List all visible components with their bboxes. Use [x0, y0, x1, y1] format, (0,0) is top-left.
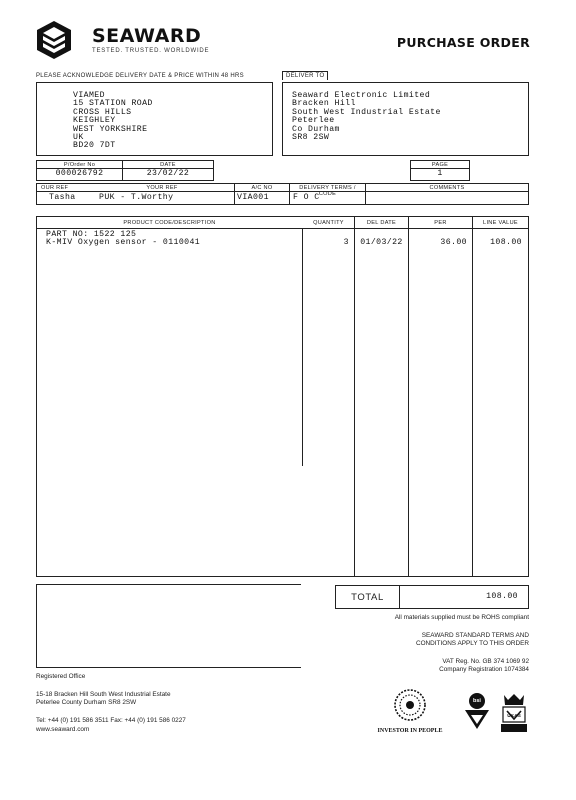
acknowledge-instructions: PLEASE ACKNOWLEDGE DELIVERY DATE & PRICE WITHIN 48 HRS: [36, 73, 244, 79]
porder-number: 000026792: [55, 169, 104, 178]
supplier-address-box: [36, 82, 273, 156]
col-header-quantity: QUANTITY: [313, 220, 344, 226]
address-line: Bracken Hill: [292, 99, 356, 109]
page-number: 1: [437, 169, 443, 178]
logo: [34, 20, 214, 60]
items-table: [36, 216, 529, 577]
seaward-logo-icon: [34, 20, 74, 60]
your-ref-label: YOUR REF: [146, 185, 178, 191]
cell-del-date: 01/03/22: [360, 238, 403, 247]
footer-notes-area: [36, 584, 301, 668]
address-line: CROSS HILLS: [73, 107, 132, 117]
address-line: KEIGHLEY: [73, 116, 116, 126]
investor-in-people-label: INVESTOR IN PEOPLE: [377, 728, 443, 734]
order-meta-row: [36, 183, 529, 205]
address-line: Seaward Electronic Limited: [292, 91, 431, 100]
address-line: 15 STATION ROAD: [73, 99, 153, 109]
cell-description: PART NO: 1522 125: [46, 230, 137, 239]
brand-tagline: TESTED. TRUSTED. WORLDWIDE: [92, 48, 210, 54]
ac-no-value: VIA001: [237, 193, 269, 202]
col-header-per: PER: [434, 220, 447, 226]
address-line: WEST YORKSHIRE: [73, 124, 148, 134]
office-address-line-1: 15-18 Bracken Hill South West Industrial Estate: [36, 691, 171, 698]
address-line: South West Industrial Estate: [292, 107, 441, 117]
deliver-to-box: [282, 82, 529, 156]
investor-in-people-icon: [393, 688, 427, 722]
investor-in-people-badge: [372, 688, 448, 738]
page-block: [410, 160, 470, 181]
address-line: VIAMED: [73, 91, 105, 100]
delivery-terms-label: DELIVERY TERMS / CODE: [299, 185, 356, 197]
ac-no-label: A/C NO: [251, 185, 273, 191]
col-header-description: PRODUCT CODE/DESCRIPTION: [123, 220, 216, 226]
vat-number: VAT Reg. No. GB 374 1069 92: [442, 658, 529, 665]
cell-line-value: 108.00: [490, 238, 522, 247]
porder-label: P/Order No: [63, 162, 96, 168]
address-line: SR8 2SW: [292, 133, 330, 143]
ukas-badge: [499, 692, 529, 734]
total-label: TOTAL: [351, 592, 384, 603]
office-website: www.seaward.com: [36, 726, 90, 733]
total-value: 108.00: [486, 592, 518, 601]
our-ref-value: Tasha: [49, 193, 76, 202]
total-box: [335, 585, 529, 609]
delivery-terms-value: F O C: [293, 193, 320, 202]
supplier-address: [73, 92, 153, 151]
ukas-label: UKAS: [507, 714, 521, 719]
bsi-label: bsi: [473, 698, 481, 704]
office-address-line-2: Peterlee County Durham SR8 2SW: [36, 699, 137, 706]
bsi-badge: [460, 692, 494, 732]
terms-line-2: CONDITIONS APPLY TO THIS ORDER: [415, 640, 529, 647]
col-header-del-date: DEL DATE: [366, 220, 397, 226]
deliver-to-label: DELIVER TO: [282, 71, 328, 80]
terms-line-1: SEAWARD STANDARD TERMS AND: [421, 632, 529, 639]
our-ref-label: OUR REF: [41, 185, 69, 191]
cell-quantity: 3: [343, 238, 349, 247]
address-line: BD20 7DT: [73, 141, 116, 151]
comments-label: COMMENTS: [429, 185, 465, 191]
table-row: [37, 239, 528, 248]
ukas-crown-icon: [499, 692, 529, 734]
porder-block: [36, 160, 214, 181]
address-line: Peterlee: [292, 116, 335, 126]
col-header-line-value: LINE VALUE: [483, 220, 518, 226]
registered-office-label: Registered Office: [36, 673, 86, 680]
rohs-note: All materials supplied must be ROHS compliant: [394, 614, 529, 621]
document-title: PURCHASE ORDER: [396, 35, 530, 50]
company-registration: Company Registration 1074384: [439, 666, 529, 673]
page-label: PAGE: [431, 162, 449, 168]
order-date: 23/02/22: [146, 169, 190, 178]
brand-name: SEAWARD: [92, 25, 202, 47]
date-label: DATE: [160, 162, 176, 168]
office-phone-fax: Tel: +44 (0) 191 586 3511 Fax: +44 (0) 191 586 0227: [36, 717, 186, 724]
address-line: Co Durham: [292, 124, 340, 134]
cell-per: 36.00: [440, 238, 467, 247]
address-line: UK: [73, 133, 84, 143]
deliver-to-address: [292, 92, 441, 142]
your-ref-value: PUK - T.Worthy: [99, 193, 174, 202]
cell-description: K-MIV Oxygen sensor - 0110041: [46, 238, 201, 247]
